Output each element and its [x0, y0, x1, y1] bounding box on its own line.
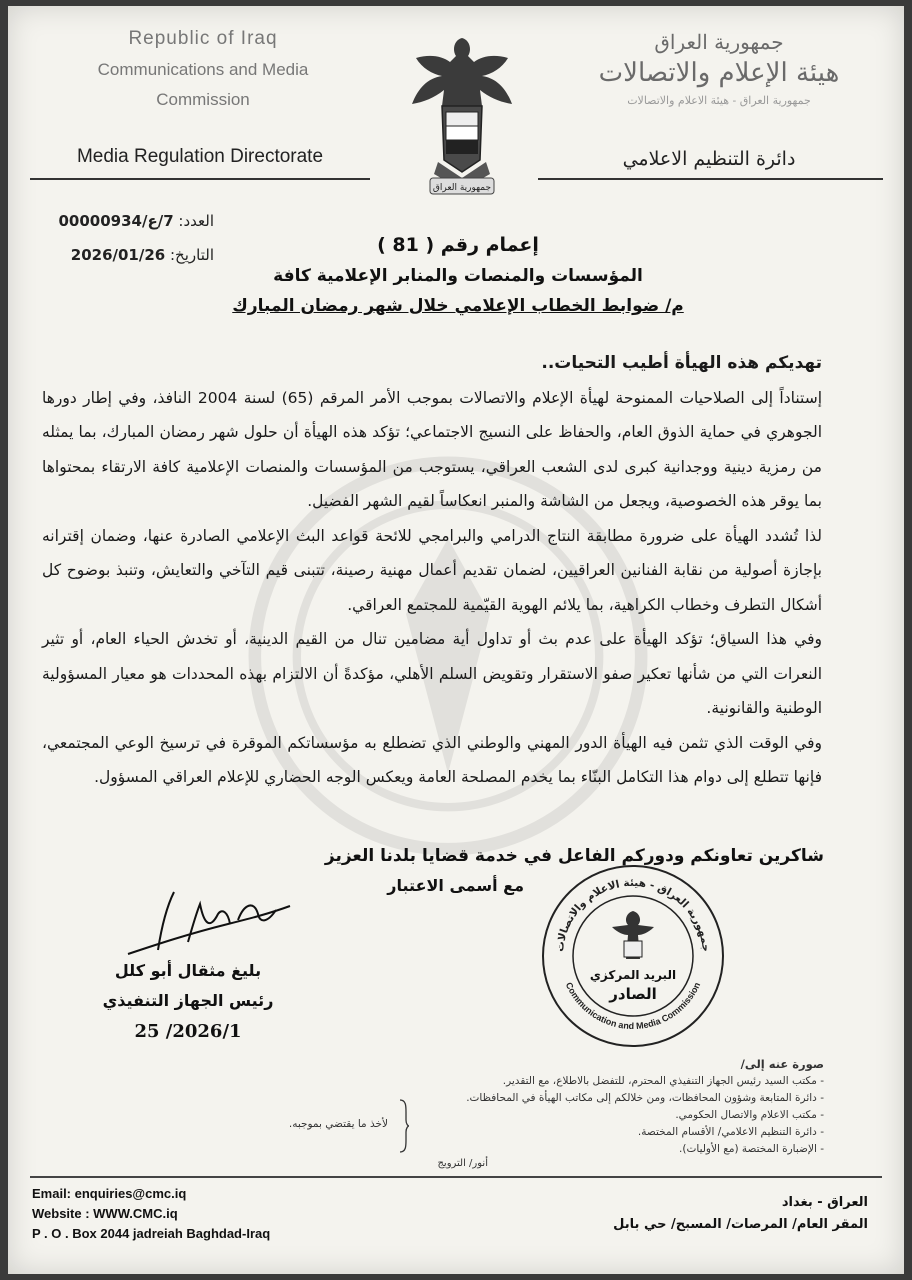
closing-regards: مع أسمى الاعتبار [387, 876, 524, 895]
footer-pobox: P . O . Box 2044 jadreiah Baghdad-Iraq [32, 1226, 271, 1241]
closing-thanks: شاكرين تعاونكم ودوركم الفاعل في خدمة قضايا بلدنا العزيز [324, 846, 824, 866]
footer-rule [30, 1176, 882, 1178]
header-ar-directorate: دائرة التنظيم الاعلامي [622, 148, 796, 170]
iraq-eagle-emblem-icon [402, 32, 522, 200]
number-value: 7/ع/00000934 [58, 212, 174, 230]
header-ar-line1: جمهورية العراق [654, 30, 784, 54]
paragraph-1: إستناداً إلى الصلاحيات الممنوحة لهيأة الإعلام والاتصالات بموجب الأمر المرقم (65) لسنة 2004 النافذ، وفي إطار دورها الجوهري في حماية الذوق العام، والحفاظ على النسيج الاجتماعي؛ تؤكد هذه الهيأة أن حلول شهر رمضان المبارك، بما يمثله من رمزية دينية ووجدانية كبرى لدى الشعب العراقي، يستوجب من المؤسسات والمنصات الإعلامية كافة الارتقاء بمحتواها بما يوقر هذه الخصوصية، ويجعل من الشاشة والمنبر انعكاساً لقيم الشهر الفضيل. [42, 388, 822, 510]
number-label: العدد: [178, 212, 214, 230]
footer-ar-line2: المقر العام/ المرصات/ المسبح/ حي بابل [613, 1217, 868, 1232]
signatory-title: رئيس الجهاز التنفيذي [102, 991, 274, 1010]
header-rule-left [30, 178, 370, 180]
date-value: 2026/01/26 [70, 246, 166, 264]
header-en-line1: Republic of Iraq [128, 28, 278, 49]
signature-date: 2026/1/ 25 [134, 1021, 242, 1042]
english-letterhead [38, 28, 368, 110]
reference-date [71, 246, 214, 264]
addressee: المؤسسات والمنصات والمنابر الإعلامية كافة [273, 266, 643, 286]
header-rule-right [538, 178, 883, 180]
date-label: التاريخ: [170, 246, 214, 264]
copies-item: - الإضبارة المختصة (مع الأوليات). [679, 1143, 824, 1155]
arabic-letterhead [564, 30, 874, 107]
header-en-line3: Commission [156, 90, 250, 109]
copies-item: - دائرة التنظيم الاعلامي/ الأقسام المختصة. [637, 1126, 824, 1138]
reference-number [58, 212, 214, 230]
stamp-center-line1: البريد المركزي [589, 968, 677, 982]
official-stamp [538, 861, 728, 1051]
stamp-center-line2: الصادر [609, 985, 657, 1003]
emblem-text: جمهورية العراق [432, 183, 492, 193]
footer-email: Email: enquiries@cmc.iq [32, 1186, 187, 1201]
copies-to [404, 1056, 824, 1158]
greeting: تهديكم هذه الهيأة أطيب التحيات.. [541, 353, 822, 373]
copies-heading: صورة عنه إلى/ [740, 1057, 824, 1071]
circular-number: إعمام رقم ( 81 ) [377, 234, 539, 256]
document-page [8, 6, 904, 1274]
footer-address-ar [613, 1192, 868, 1236]
initials: أنور/ الترويج [437, 1158, 488, 1169]
paragraph-2: لذا تُشدد الهيأة على ضرورة مطابقة النتاج الدرامي والبرامجي للائحة قواعد البث الإعلامي الصادرة عنها، وضمان إقترانه بإجازة أصولية من نقابة الفنانين العراقيين، لضمان تقديم أعمال مهنية رصينة، تتبنى قيم التآخي والتعايش، وتنبذ بوضوح كل أشكال التطرف وخطاب الكراهية، بما يلائم الهوية القيّمية للمجتمع العراقي. [42, 526, 822, 614]
paragraph-4: وفي الوقت الذي تثمن فيه الهيأة الدور المهني والوطني الذي تضطلع به مؤسساتكم الموقرة في ترسيخ الوعي المجتمعي، فإنها تتطلع إلى دوام هذا التكامل البنّاء بما يخدم المصلحة العامة ويعكس الوجه الحضاري للإعلام العراقي المسؤول. [42, 733, 822, 786]
stamp-ring-en: Communication and Media Commission [563, 980, 703, 1032]
signatory-name: بليغ مثقال أبو كلل [114, 961, 262, 980]
letter-body [42, 346, 822, 795]
copies-item: - مكتب الاعلام والاتصال الحكومي. [675, 1109, 824, 1121]
bracket-note: لأخذ ما يقتضي بموجبه. [288, 1118, 388, 1130]
subject-line: م/ ضوابط الخطاب الإعلامي خلال شهر رمضان المبارك [232, 296, 684, 316]
footer-website: Website : WWW.CMC.iq [32, 1206, 178, 1221]
bracket-icon [396, 1098, 410, 1154]
header-en-directorate: Media Regulation Directorate [76, 146, 324, 167]
stamp-ring-ar: جمهورية العراق - هيئة الاعلام والاتصالات [553, 876, 712, 953]
header-ar-line3: جمهورية العراق - هيئة الاعلام والاتصالات [627, 94, 811, 107]
copies-item: - دائرة المتابعة وشؤون المحافظات، ومن خلالكم إلى مكاتب الهيأة في المحافظات. [466, 1092, 824, 1104]
handwritten-signature-icon [118, 884, 298, 964]
header-en-line2: Communications and Media [97, 60, 309, 79]
header-ar-line2: هيئة الإعلام والاتصالات [598, 58, 840, 88]
copies-item: - مكتب السيد رئيس الجهاز التنفيذي المحترم، للتفضل بالاطلاع، مع التقدير. [502, 1075, 824, 1087]
footer-contact-en [32, 1184, 270, 1244]
footer-ar-line1: العراق - بغداد [781, 1195, 868, 1210]
paragraph-3: وفي هذا السياق؛ تؤكد الهيأة على عدم بث أو تداول أية مضامين تنال من القيم الدينية، أو تخدش الحياء العام، أو تثير النعرات التي من شأنها تعكير صفو الاستقرار وتقويض السلم الأهلي، مؤكدةً أن الالتزام بهذه المحددات هو معيار المسؤولية الوطنية والقانونية. [42, 630, 822, 717]
